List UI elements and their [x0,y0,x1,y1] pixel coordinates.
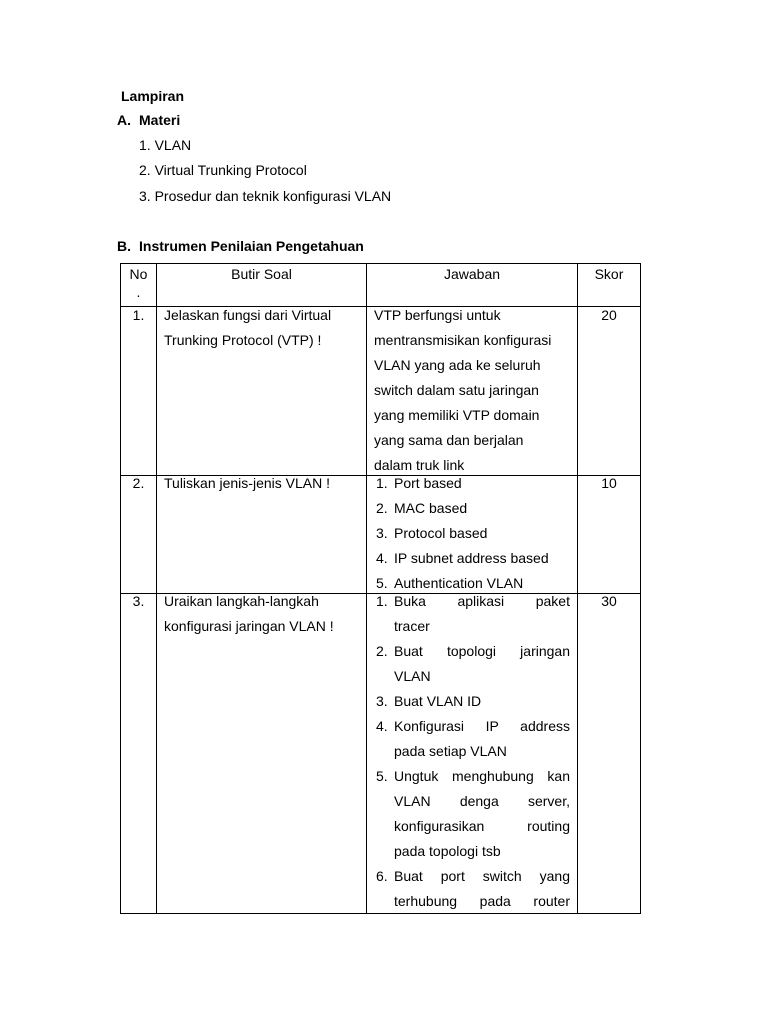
section-b-heading [117,238,364,254]
list-item [376,521,570,546]
row-number: 3. [132,593,145,609]
answer-list [376,589,570,914]
materi-item: 3. Prosedur dan teknik konfigurasi VLAN [139,188,392,204]
list-item [376,589,570,639]
question-text [164,303,331,353]
section-a-letter: A. [117,112,131,128]
materi-item: 1. VLAN [139,137,192,153]
list-number: 2. [376,500,388,516]
list-item [376,546,570,571]
score: 30 [601,593,617,609]
list-item [376,764,570,864]
question-line: Uraikan langkah-langkah [164,593,319,609]
answer-line: VLAN yang ada ke seluruh [374,357,541,373]
list-number: 5. [376,575,388,591]
question-text: Tuliskan jenis-jenis VLAN ! [164,475,330,491]
list-number: 3. [376,693,388,709]
answer-line: yang memiliki VTP domain [374,407,540,423]
list-text: pada setiap VLAN [394,743,507,759]
table-border [640,263,641,914]
list-text: Authentication VLAN [394,575,524,591]
list-text: Buka aplikasi paket [394,593,570,609]
score: 10 [601,475,617,491]
list-text: tracer [394,618,430,634]
list-number: 6. [376,868,388,884]
list-text: pada topologi tsb [394,843,501,859]
row-number: 2. [132,475,145,491]
score: 20 [601,307,617,323]
header-butir-soal: Butir Soal [231,266,292,282]
header-jawaban: Jawaban [443,266,501,282]
answer-line: yang sama dan berjalan [374,432,524,448]
list-item [376,864,570,914]
list-item [376,689,570,714]
question-text [164,589,334,639]
list-number: 2. [376,643,388,659]
materi-item: 2. Virtual Trunking Protocol [139,162,307,178]
list-text: Protocol based [394,525,488,541]
list-text: Konfigurasi IP address [394,718,570,734]
list-text: IP subnet address based [394,550,549,566]
list-text: VLAN denga server, [394,793,570,809]
list-number: 5. [376,768,388,784]
list-text: konfigurasikan routing [394,818,570,834]
list-item [376,496,570,521]
list-item [376,639,570,689]
answer-line: switch dalam satu jaringan [374,382,539,398]
answer-list [376,471,570,596]
answer-text [374,303,551,478]
header-no: No [129,266,148,282]
header-no-dot: . [136,284,141,300]
list-text: Ungtuk menghubung kan [394,768,570,784]
table-border [366,263,367,914]
list-number: 4. [376,550,388,566]
header-skor: Skor [594,266,624,282]
list-item [376,471,570,496]
list-number: 3. [376,525,388,541]
list-text: terhubung pada router [394,893,570,909]
section-b-title: Instrumen Penilaian Pengetahuan [139,238,364,254]
answer-line: dalam truk link [374,457,465,473]
question-line: konfigurasi jaringan VLAN ! [164,618,334,634]
list-text: Buat port switch yang [394,868,570,884]
section-b-letter: B. [117,238,131,254]
answer-line: mentransmisikan konfigurasi [374,332,552,348]
section-a-heading [117,112,180,128]
list-text: VLAN [394,668,431,684]
answer-line: VTP berfungsi untuk [374,307,501,323]
list-item [376,714,570,764]
table-border [156,263,157,914]
question-line: Jelaskan fungsi dari Virtual [164,307,332,323]
row-number: 1. [132,307,145,323]
list-text: Buat VLAN ID [394,693,482,709]
question-line: Trunking Protocol (VTP) ! [164,332,322,348]
section-a-title: Materi [139,112,181,128]
list-text: Port based [394,475,462,491]
list-number: 4. [376,718,388,734]
list-number: 1. [376,593,388,609]
list-text: MAC based [394,500,468,516]
list-number: 1. [376,475,388,491]
list-text: Buat topologi jaringan [394,643,570,659]
page-title: Lampiran [121,88,185,104]
